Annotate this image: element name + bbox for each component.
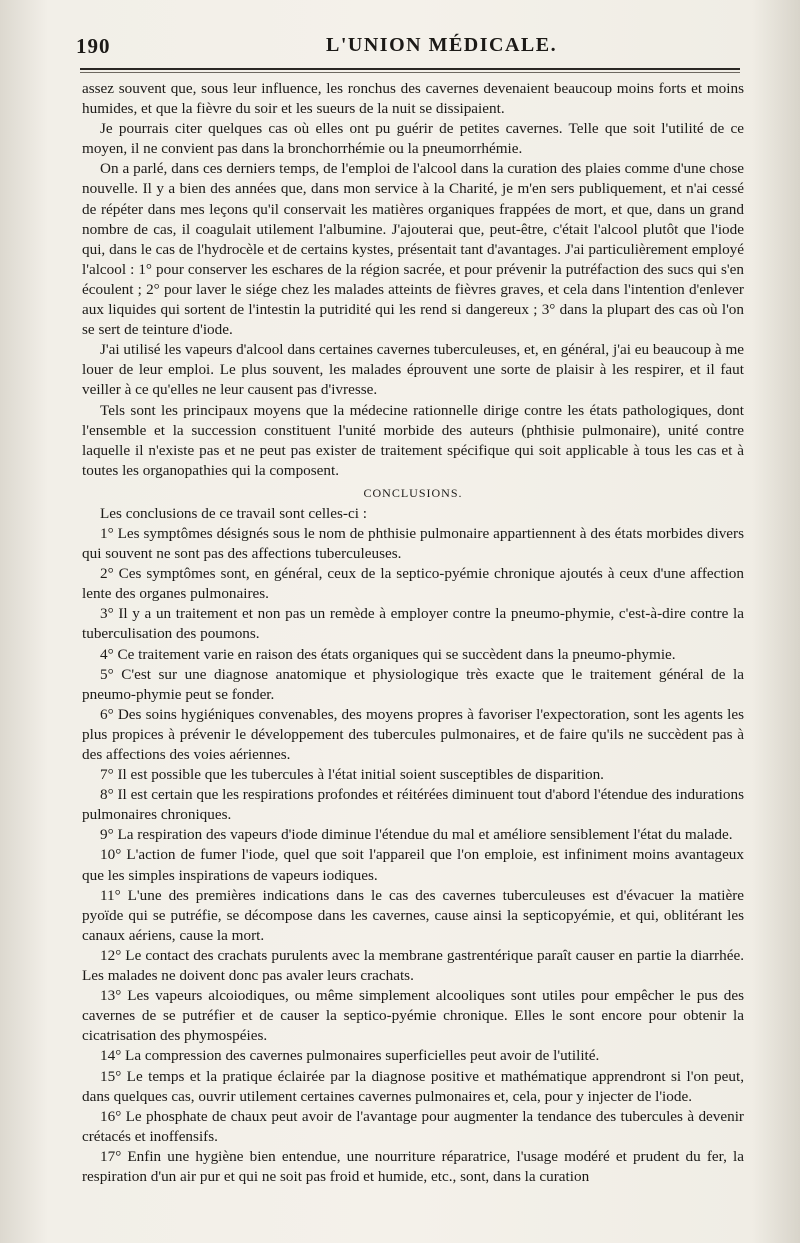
paragraph: assez souvent que, sous leur influence, les ronchus des cavernes devenaient beaucoup moins forts et moins humides, et que la fièvre du soir et les sueurs de la nuit se dissipaient. bbox=[82, 80, 744, 118]
conclusion-item: 9° La respiration des vapeurs d'iode diminue l'étendue du mal et améliore sensiblement l'état du malade. bbox=[100, 826, 733, 844]
conclusion-item: 12° Le contact des crachats purulents avec la membrane gastrentérique paraît causer en partie la diarrhée. Les malades ne doivent donc pas avaler leurs crachats. bbox=[82, 946, 744, 985]
page-header bbox=[76, 30, 746, 66]
running-title: L'UNION MÉDICALE. bbox=[326, 34, 558, 56]
paragraph: On a parlé, dans ces derniers temps, de l'emploi de l'alcool dans la curation des plaies comme d'une chose nouvelle. Il y a bien des années que, dans mon service à la Charité, je m'en sers publiquement, et n'ai cessé de répéter dans mes leçons qu'il conservait les matières organiques frappées de mort, et que, dans un grand nombre de cas, il coagulait utilement l'albumine. J'ajouterai que, peut-être, c'était l'alcool plutôt que l'iode qui, dans le cas de l'hydrocèle et de certains kystes, présentait tant d'avantages. J'ai particulièrement employé l'alcool : 1° pour conserver les eschares de la région sacrée, et pour prévenir la putréfaction des sucs qui s'en écoulent ; 2° pour laver le siége chez les malades atteints de fièvres graves, et cela dans l'intention d'enlever aux liquides qui sortent de l'intestin la putridité qui les rend si dangereux ; 3° dans la plupart des cas où l'on se sert de teinture d'iode. bbox=[82, 160, 744, 339]
conclusion-item: 15° Le temps et la pratique éclairée par la diagnose positive et mathématique apprendront si l'on peut, dans quelques cas, ouvrir utilement certaines cavernes pulmonaires et, cela, pour y injecter de l'iode. bbox=[82, 1067, 744, 1105]
lead-paragraph: Les conclusions de ce travail sont celles-ci : bbox=[100, 504, 367, 522]
conclusion-item: 3° Il y a un traitement et non pas un remède à employer contre la pneumo-phymie, c'est-à-dire contre la tuberculisation des poumons. bbox=[82, 605, 744, 643]
conclusion-item: 11° L'une des premières indications dans le cas des cavernes tuberculeuses est d'évacuer la matière pyoïde qui se putréfie, se décompose dans les cavernes, cause ainsi la septicopyémie, et qui, oblitérant les canaux aériens, cause la mort. bbox=[82, 886, 744, 944]
conclusion-item: 7° Il est possible que les tubercules à l'état initial soient susceptibles de disparition. bbox=[100, 766, 604, 784]
header-rule-thin bbox=[80, 72, 740, 73]
paragraph: Je pourrais citer quelques cas où elles ont pu guérir de petites cavernes. Telle que soit l'utilité de ce moyen, il ne convient pas dans la bronchorrhémie ou la pneumorrhémie. bbox=[82, 120, 744, 158]
header-rule bbox=[80, 68, 740, 70]
conclusion-item: 13° Les vapeurs alcoiodiques, ou même simplement alcooliques sont utiles pour empêcher le pus des cavernes de se putréfier et de causer la septico-pyémie chronique. Elles le sont encore pour obtenir la cicatrisation des phymospéies. bbox=[82, 987, 744, 1045]
conclusion-item: 6° Des soins hygiéniques convenables, des moyens propres à favoriser l'expectoration, sont les agents les plus propices à prévenir le développement des tubercules pulmonaires, et de faire qu'ils ne succèdent pas à des affections des voies aériennes. bbox=[82, 705, 744, 763]
conclusion-item: 2° Ces symptômes sont, en général, ceux de la septico-pyémie chronique ajoutés à ceux d'une affection lente des organes pulmonaires. bbox=[82, 565, 744, 603]
conclusion-item: 4° Ce traitement varie en raison des états organiques qui se succèdent dans la pneumo-phymie. bbox=[100, 645, 676, 663]
conclusion-item: 1° Les symptômes désignés sous le nom de phthisie pulmonaire appartiennent à des états morbides divers qui souvent ne sont pas des affections tuberculeuses. bbox=[82, 524, 744, 563]
section-heading: CONCLUSIONS. bbox=[363, 485, 463, 500]
conclusion-item: 8° Il est certain que les respirations profondes et réitérées diminuent tout d'abord l'étendue des indurations pulmonaires chroniques. bbox=[82, 786, 744, 824]
conclusion-item: 14° La compression des cavernes pulmonaires superficielles peut avoir de l'utilité. bbox=[100, 1047, 600, 1065]
conclusion-item: 17° Enfin une hygiène bien entendue, une nourriture réparatrice, l'usage modéré et prudent du fer, la respiration d'un air pur et qui ne soit pas froid et humide, etc., sont, dans la curation bbox=[82, 1147, 744, 1185]
conclusion-item: 16° Le phosphate de chaux peut avoir de l'avantage pour augmenter la tendance des tubercules à devenir crétacés et inoffensifs. bbox=[82, 1107, 744, 1145]
paragraph: Tels sont les principaux moyens que la médecine rationnelle dirige contre les états pathologiques, dont l'ensemble et la succession constituent l'unité morbide des auteurs (phthisie pulmonaire), unité contre laquelle il n'existe pas et ne peut pas exister de traitement spécifique qui soit applicable à tous les cas et à toutes les organopathies qui la composent. bbox=[82, 401, 744, 479]
paragraph: J'ai utilisé les vapeurs d'alcool dans certaines cavernes tuberculeuses, et, en général, j'ai eu beaucoup à me louer de leur emploi. Le plus souvent, les malades éprouvent une sorte de plaisir à les respirer, et il faut veiller à ce qu'elles ne leur causent pas d'ivresse. bbox=[82, 341, 744, 399]
body-text bbox=[82, 79, 744, 1187]
page-number: 190 bbox=[76, 34, 111, 58]
conclusion-item: 10° L'action de fumer l'iode, quel que soit l'appareil que l'on emploie, est infiniment moins avantageux que les simples inspirations de vapeurs iodiques. bbox=[82, 846, 744, 884]
conclusion-item: 5° C'est sur une diagnose anatomique et physiologique très exacte que le traitement général de la pneumo-phymie peut se fonder. bbox=[82, 665, 744, 703]
